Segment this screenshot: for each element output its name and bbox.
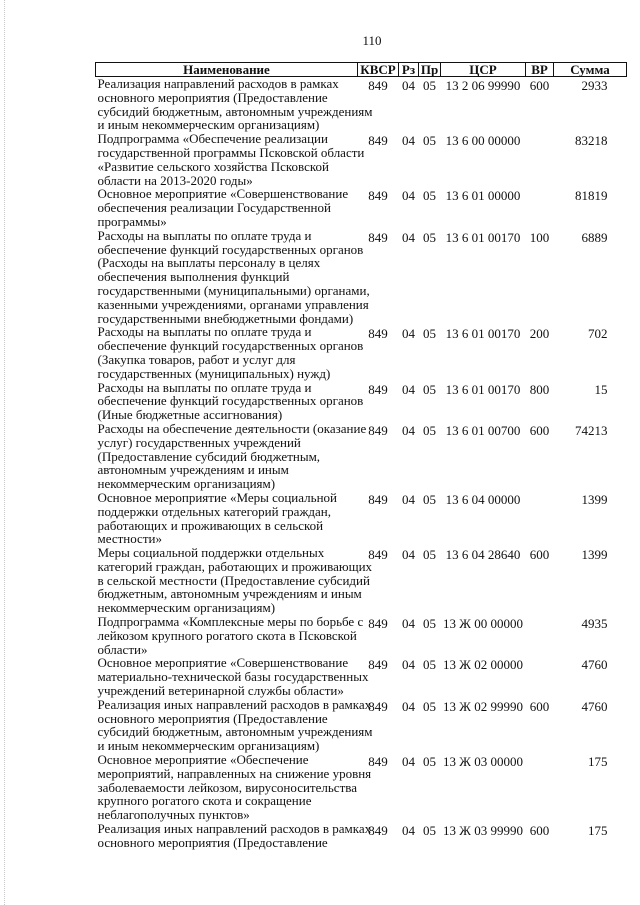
cell-vr bbox=[526, 187, 554, 228]
cell-kvsr: 849 bbox=[368, 491, 388, 507]
cell-sum: 1399 bbox=[581, 547, 608, 563]
cell-sum: 15 bbox=[594, 381, 608, 397]
cell-vr: 600 bbox=[529, 78, 550, 93]
cell-pr: 05 bbox=[423, 616, 436, 632]
header-kvsr: КВСР bbox=[358, 63, 399, 77]
cell-rz: 04 bbox=[402, 698, 415, 714]
cell-csr: 13 6 01 00700 bbox=[445, 422, 521, 438]
scan-edge-line bbox=[4, 0, 5, 905]
cell-pr: 05 bbox=[423, 657, 436, 673]
cell-rz: 04 bbox=[402, 188, 415, 204]
cell-csr: 13 6 01 00170 bbox=[445, 229, 521, 245]
table-body bbox=[96, 77, 627, 850]
cell-name: Реализация иных направлений расходов в рамках основного мероприятия (Предоставление bbox=[97, 821, 372, 850]
header-rz: Рз bbox=[399, 63, 419, 77]
cell-kvsr: 849 bbox=[368, 133, 388, 149]
table-row bbox=[96, 187, 627, 228]
cell-pr: 05 bbox=[423, 133, 436, 149]
header-name: Наименование bbox=[96, 63, 358, 77]
cell-rz: 04 bbox=[402, 657, 415, 673]
table-row bbox=[96, 422, 627, 491]
cell-rz: 04 bbox=[402, 491, 415, 507]
table-row bbox=[96, 546, 627, 615]
cell-pr: 05 bbox=[423, 78, 436, 93]
cell-csr: 13 Ж 00 00000 bbox=[443, 616, 523, 632]
table-row bbox=[96, 132, 627, 187]
table-row bbox=[96, 229, 627, 326]
cell-sum: 702 bbox=[588, 326, 608, 342]
cell-sum: 175 bbox=[588, 754, 608, 770]
table-header bbox=[96, 63, 627, 77]
cell-kvsr: 849 bbox=[368, 78, 388, 93]
budget-table bbox=[95, 62, 627, 850]
header-vr: ВР bbox=[526, 63, 554, 77]
cell-vr bbox=[526, 132, 554, 187]
cell-pr: 05 bbox=[423, 698, 436, 714]
cell-kvsr: 849 bbox=[368, 698, 388, 714]
cell-rz: 04 bbox=[402, 229, 415, 245]
cell-name: Основное мероприятие «Совершенствование обеспечения реализации Государственной программы» bbox=[97, 186, 349, 229]
cell-rz: 04 bbox=[402, 381, 415, 397]
cell-pr: 05 bbox=[423, 754, 436, 770]
cell-sum: 4935 bbox=[581, 616, 608, 632]
cell-rz: 04 bbox=[402, 422, 415, 438]
cell-name: Основное мероприятие «Совершенствование материально-технической базы государственных учреждений ветеринарной службы области» bbox=[97, 655, 369, 699]
cell-vr: 600 bbox=[529, 698, 550, 714]
cell-rz: 04 bbox=[402, 326, 415, 342]
table-row bbox=[96, 325, 627, 380]
cell-pr: 05 bbox=[423, 381, 436, 397]
table-row bbox=[96, 656, 627, 697]
cell-csr: 13 6 01 00000 bbox=[445, 188, 521, 204]
cell-name: Реализация иных направлений расходов в рамках основного мероприятия (Предоставление субсидий бюджетным, автономным учреждениям и иным некоммерческим организациям) bbox=[97, 696, 373, 754]
cell-kvsr: 849 bbox=[368, 422, 388, 438]
table-row bbox=[96, 381, 627, 422]
cell-csr: 13 2 06 99990 bbox=[445, 78, 521, 93]
cell-vr bbox=[526, 656, 554, 697]
cell-vr bbox=[526, 615, 554, 656]
cell-csr: 13 Ж 03 00000 bbox=[443, 754, 523, 770]
cell-kvsr: 849 bbox=[368, 326, 388, 342]
cell-name: Расходы на выплаты по оплате труда и обеспечение функций государственных органов (Расходы на выплаты персоналу в целях обеспечения выполнения функций государственными (муниципальными) органами, казенными учреждениями, органами управления государственными внебюджетными фондами) bbox=[97, 227, 370, 326]
cell-rz: 04 bbox=[402, 547, 415, 563]
cell-rz: 04 bbox=[402, 616, 415, 632]
cell-pr: 05 bbox=[423, 229, 436, 245]
cell-kvsr: 849 bbox=[368, 754, 388, 770]
table-row bbox=[96, 698, 627, 753]
header-csr: ЦСР bbox=[441, 63, 526, 77]
cell-vr: 600 bbox=[529, 422, 550, 438]
cell-csr: 13 6 01 00170 bbox=[445, 326, 521, 342]
cell-name: Основное мероприятие «Меры социальной поддержки отдельных категорий граждан, работающих и проживающих в сельской местности» bbox=[97, 489, 337, 547]
cell-pr: 05 bbox=[423, 188, 436, 204]
cell-sum: 1399 bbox=[581, 491, 608, 507]
cell-rz: 04 bbox=[402, 754, 415, 770]
cell-vr: 600 bbox=[529, 547, 550, 563]
cell-sum: 6889 bbox=[581, 229, 608, 245]
cell-vr bbox=[526, 491, 554, 546]
cell-rz: 04 bbox=[402, 133, 415, 149]
cell-name: Меры социальной поддержки отдельных категорий граждан, работающих и проживающих в сельской местности (Предоставление субсидий бюджетным, автономным учреждениям и иным некоммерческим организациям) bbox=[97, 545, 373, 616]
cell-vr: 100 bbox=[529, 229, 550, 245]
header-sum: Сумма bbox=[554, 63, 627, 77]
table-row bbox=[96, 491, 627, 546]
table-row bbox=[96, 753, 627, 822]
cell-csr: 13 Ж 02 00000 bbox=[443, 657, 523, 673]
cell-rz: 04 bbox=[402, 823, 415, 839]
cell-sum: 81819 bbox=[575, 188, 608, 204]
cell-pr: 05 bbox=[423, 491, 436, 507]
cell-kvsr: 849 bbox=[368, 188, 388, 204]
cell-name: Реализация направлений расходов в рамках основного мероприятия (Предоставление субсидий бюджетным, автономным учреждениям и иным некоммерческим организациям) bbox=[97, 76, 373, 133]
cell-vr: 200 bbox=[529, 326, 550, 342]
cell-sum: 175 bbox=[588, 823, 608, 839]
cell-sum: 74213 bbox=[575, 422, 608, 438]
table-row bbox=[96, 615, 627, 656]
header-row bbox=[96, 63, 627, 77]
cell-sum: 4760 bbox=[581, 698, 608, 714]
cell-vr: 800 bbox=[529, 381, 550, 397]
cell-vr bbox=[526, 753, 554, 822]
cell-kvsr: 849 bbox=[368, 547, 388, 563]
cell-name: Подпрограмма «Обеспечение реализации государственной программы Псковской области «Развитие сельского хозяйства Псковской области на 2013-2020 годы» bbox=[97, 131, 365, 188]
cell-name: Подпрограмма «Комплексные меры по борьбе с лейкозом крупного рогатого скота в Псковской области» bbox=[97, 614, 364, 657]
cell-kvsr: 849 bbox=[368, 381, 388, 397]
header-pr: Пр bbox=[419, 63, 441, 77]
cell-vr: 600 bbox=[529, 823, 550, 839]
cell-kvsr: 849 bbox=[368, 657, 388, 673]
cell-kvsr: 849 bbox=[368, 823, 388, 839]
cell-sum: 83218 bbox=[575, 133, 608, 149]
cell-csr: 13 6 01 00170 bbox=[445, 381, 521, 397]
table-row bbox=[96, 822, 627, 850]
cell-kvsr: 849 bbox=[368, 229, 388, 245]
cell-sum: 4760 bbox=[581, 657, 608, 673]
cell-name: Расходы на выплаты по оплате труда и обеспечение функций государственных органов (Закупка товаров, работ и услуг для государственных (муниципальных) нужд) bbox=[97, 324, 364, 381]
cell-csr: 13 6 00 00000 bbox=[445, 133, 521, 149]
cell-sum: 2933 bbox=[581, 78, 608, 93]
table-row bbox=[96, 77, 627, 133]
cell-csr: 13 6 04 00000 bbox=[445, 491, 521, 507]
cell-pr: 05 bbox=[423, 422, 436, 438]
cell-rz: 04 bbox=[402, 78, 415, 93]
cell-name: Расходы на выплаты по оплате труда и обеспечение функций государственных органов (Иные бюджетные ассигнования) bbox=[97, 379, 364, 423]
cell-name: Основное мероприятие «Обеспечение мероприятий, направленных на снижение уровня заболеваемости лейкозом, вирусоносительства крупного рогатого скота и сокращение неблагополучных пунктов» bbox=[97, 752, 372, 823]
cell-kvsr: 849 bbox=[368, 616, 388, 632]
cell-pr: 05 bbox=[423, 823, 436, 839]
cell-csr: 13 6 04 28640 bbox=[445, 547, 521, 563]
cell-name: Расходы на обеспечение деятельности (оказание услуг) государственных учреждений (Предоставление субсидий бюджетным, автономным учреждениям и иным некоммерческим организациям) bbox=[97, 420, 367, 492]
page-number: 110 bbox=[362, 33, 382, 48]
cell-pr: 05 bbox=[423, 547, 436, 563]
cell-pr: 05 bbox=[423, 326, 436, 342]
cell-csr: 13 Ж 02 99990 bbox=[443, 698, 523, 714]
cell-csr: 13 Ж 03 99990 bbox=[443, 823, 523, 839]
